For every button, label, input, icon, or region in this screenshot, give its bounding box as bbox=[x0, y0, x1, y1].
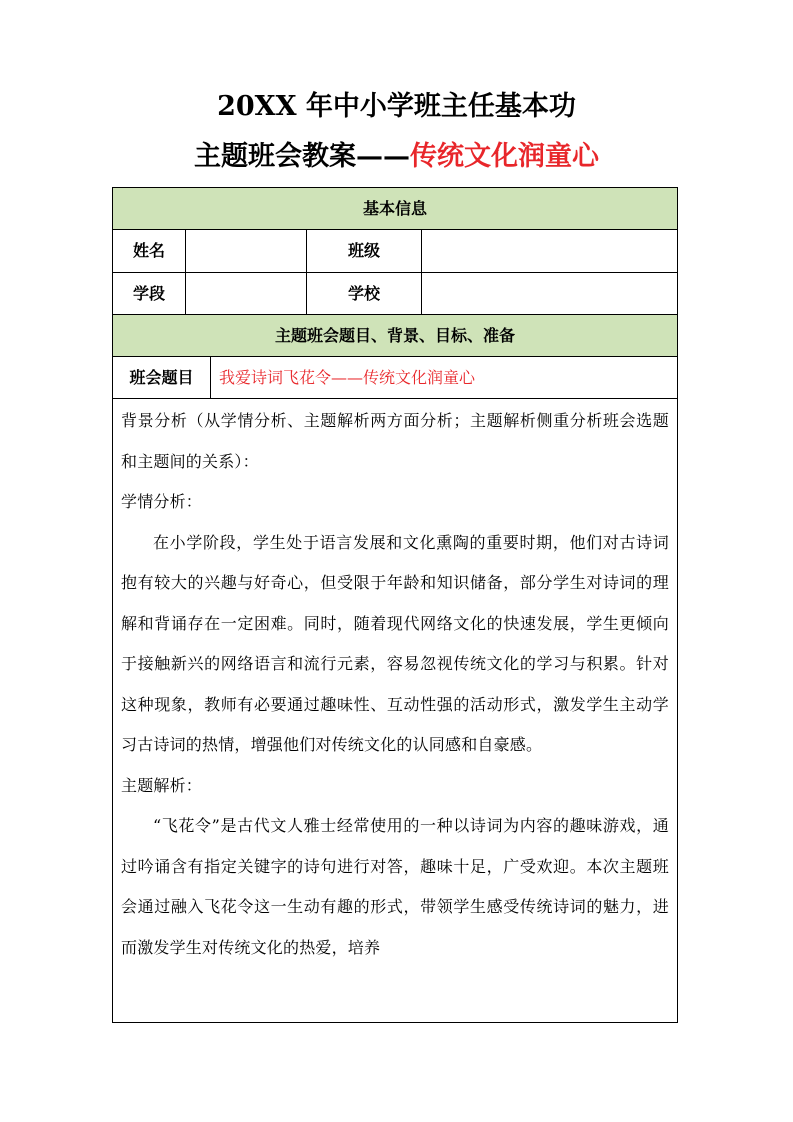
divider bbox=[210, 357, 211, 398]
topic-value: 我爱诗词飞花令——传统文化润童心 bbox=[219, 368, 476, 387]
theme-analysis-heading: 主题解析： bbox=[121, 775, 203, 795]
title-prefix: 主题班会教案—— bbox=[194, 141, 410, 172]
stage-field[interactable] bbox=[186, 273, 306, 314]
section-header-basic-info: 基本信息 bbox=[113, 188, 677, 229]
divider bbox=[306, 230, 307, 314]
label-stage: 学段 bbox=[132, 284, 165, 303]
background-heading: 背景分析（从学情分析、主题解析两方面分析；主题解析侧重分析班会选题和主题间的关系）： bbox=[121, 411, 669, 471]
divider bbox=[185, 230, 186, 314]
label-school: 学校 bbox=[347, 284, 380, 303]
student-analysis-heading: 学情分析： bbox=[121, 492, 203, 511]
background-analysis-section bbox=[121, 401, 669, 968]
document-title-line2 bbox=[0, 140, 793, 174]
divider bbox=[421, 230, 422, 314]
label-topic: 班会题目 bbox=[129, 368, 194, 387]
divider bbox=[113, 398, 677, 399]
label-class: 班级 bbox=[347, 241, 380, 260]
label-name: 姓名 bbox=[132, 241, 165, 260]
theme-analysis-body: “飞花令”是古代文人雅士经常使用的一种以诗词为内容的趣味游戏，通过吟诵含有指定关键字的诗句进行对答，趣味十足，广受欢迎。本次主题班会通过融入飞花令这一生动有趣的形式，带领学生感受传统诗词的魅力，进而激发学生对传统文化的热爱，培养 bbox=[121, 816, 669, 957]
school-field[interactable] bbox=[422, 273, 677, 314]
title-accent: 传统文化润童心 bbox=[410, 141, 599, 172]
document-title-line1: 20XX 年中小学班主任基本功 bbox=[217, 91, 576, 122]
section-header-topic-background: 主题班会题目、背景、目标、准备 bbox=[113, 315, 677, 356]
student-analysis-body: 在小学阶段，学生处于语言发展和文化熏陶的重要时期，他们对古诗词抱有较大的兴趣与好奇心，但受限于年龄和知识储备，部分学生对诗词的理解和背诵存在一定困难。同时，随着现代网络文化的快速发展，学生更倾向于接触新兴的网络语言和流行元素，容易忽视传统文化的学习与积累。针对这种现象，教师有必要通过趣味性、互动性强的活动形式，激发学生主动学习古诗词的热情，增强他们对传统文化的认同感和自豪感。 bbox=[121, 532, 669, 754]
name-field[interactable] bbox=[186, 230, 306, 272]
lesson-plan-table bbox=[112, 187, 678, 1023]
class-field[interactable] bbox=[422, 230, 677, 272]
